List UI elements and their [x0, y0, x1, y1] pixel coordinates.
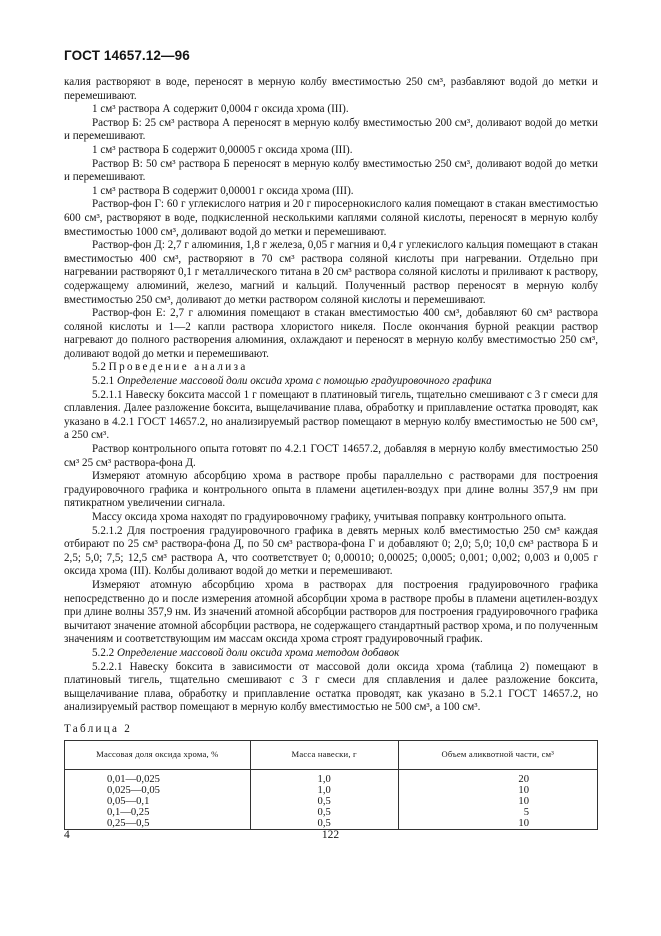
paragraph: Раствор-фон Е: 2,7 г алюминия помещают в стакан вместимостью 400 см³, добавляют 60 см³ раствора соляной кислоты и 1—2 капли раствора хлористого никеля. После окончания бурной реакции раствор нагревают до полного растворения алюминия, охлаждают и переносят в мерную колбу вместимостью 250 см³, доливают водой до метки и перемешивают. [64, 307, 598, 360]
paragraph: 5.2.1.2 Для построения градуировочного графика в девять мерных колб вместимостью 250 см³ каждая отбирают по 25 см³ раствора-фона Д, по 50 см³ раствора-фона Г и добавляют 0; 2,0; 5,0; 10,0 см³ раствора Б и 2,5; 5,0; 7,5; 12,5 см³ раствора А, что соответствует 0; 0,00010; 0,00025; 0,0005; 0,001; 0,002; 0,003 и 0,005 г оксида хрома (III). Колбы доливают водой до метки и перемешивают. [64, 524, 598, 578]
column-header: Массовая доля оксида хрома, % [65, 740, 251, 769]
paragraph: Раствор-фон Д: 2,7 г алюминия, 1,8 г железа, 0,05 г магния и 0,4 г углекислого кальция помещают в стакан вместимостью 400 см³, растворяют в 70 см³ раствора соляной кислоты при нагревании. Отдельно при нагревании растворяют 0,1 г металлического титана в 20 см³ раствора соляной кислоты и приливают к раствору, содержащему алюминий, железо, магний и кальций. Полученный раствор переносят в мерную колбу вместимостью 250 см³, доливают до метки раствором соляной кислоты и перемешивают. [64, 239, 598, 306]
paragraph: Раствор Б: 25 см³ раствора А переносят в мерную колбу вместимостью 200 см³, доливают водой до метки и перемешивают. [64, 116, 598, 143]
paragraph: Измеряют атомную абсорбцию хрома в растворах для построения градуировочного графика непосредственно до и после измерения атомной абсорбции хрома в растворе пробы в пламени ацетилен-воздух при длине волны 357,9 нм. Из значений атомной абсорбции растворов для построения градуировочного графика вычитают значение атомной абсорбции раствора, не содержащего стандартный раствор хрома, и по полученным значениям и соответствующим им массам оксида хрома строят градуировочный график. [64, 578, 599, 646]
data-table [64, 740, 598, 830]
section-number: 5.2 [92, 361, 106, 374]
paragraph: 1 см³ раствора А содержит 0,0004 г оксида хрома (III). [92, 103, 349, 116]
document-header: ГОСТ 14657.12—96 [64, 48, 190, 63]
paragraph: Раствор В: 50 см³ раствора Б переносят в мерную колбу вместимостью 250 см³, доливают водой до метки и перемешивают. [64, 157, 598, 184]
section-heading [64, 361, 598, 375]
paragraph: Массу оксида хрома находят по градуировочному графику, учитывая поправку контрольного опыта. [92, 511, 567, 523]
table-cell: 1,0 [250, 769, 398, 785]
table-cell: 0,05—0,1 [65, 796, 251, 807]
subsection-title: Определение массовой доли оксида хрома методом добавок [116, 646, 400, 659]
subsection-heading [64, 375, 598, 389]
table-cell: 5 [398, 807, 597, 818]
table-row [65, 785, 598, 796]
table-header-row [65, 740, 598, 769]
paragraph: калия растворяют в воде, переносят в мерную колбу вместимостью 250 см³, разбавляют водой до метки и перемешивают. [64, 76, 598, 102]
subsection-title: Определение массовой доли оксида хрома с помощью градуировочного графика [116, 375, 492, 388]
table-cell: 0,5 [250, 818, 398, 830]
table-cell: 10 [398, 818, 597, 830]
table-row [65, 807, 598, 818]
table-cell: 20 [398, 769, 597, 785]
table-cell: 10 [398, 796, 597, 807]
subsection-heading [64, 647, 598, 661]
table-cell: 10 [398, 785, 597, 796]
document-body [64, 76, 598, 830]
page-number-left: 4 [64, 829, 70, 841]
paragraph: 1 см³ раствора В содержит 0,00001 г оксида хрома (III). [92, 184, 354, 197]
table-cell: 0,1—0,25 [65, 807, 251, 818]
column-header: Объем аликвотной части, см³ [398, 740, 597, 769]
paragraph: 5.2.2.1 Навеску боксита в зависимости от массовой доли оксида хрома (таблица 2) помещают в платиновый тигель, тщательно смешивают с 3 г смеси для сплавления и далее разложение боксита, выщелачивание плава, обработку и приплавление остатка проводят, как указано в 5.2.1 ГОСТ 14657.2, но анализируемый раствор помещают в мерную колбу вместимостью не 500 см³, а 100 см³. [64, 660, 598, 714]
page-number-center: 122 [321, 829, 340, 841]
column-header: Масса навески, г [250, 740, 398, 769]
table-cell: 0,01—0,025 [65, 769, 251, 785]
table-cell: 0,5 [250, 796, 398, 807]
table-cell: 0,025—0,05 [65, 785, 251, 796]
subsection-number: 5.2.2 [92, 646, 115, 659]
table-row [65, 796, 598, 807]
paragraph: 5.2.1.1 Навеску боксита массой 1 г помещают в платиновый тигель, тщательно смешивают с 3 г смеси для сплавления. Далее разложение боксита, выщелачивание плава, обработку и приплавление остатка проводят, как указано в 4.2.1 ГОСТ 14657.2, но анализируемый раствор помещают в мерную колбу вместимостью не 500 см³, а 250 см³. [64, 388, 598, 442]
table-row [65, 769, 598, 785]
section-title: Проведение анализа [108, 361, 248, 374]
table-cell: 1,0 [250, 785, 398, 796]
paragraph: Раствор-фон Г: 60 г углекислого натрия и 20 г пиросернокислого калия помещают в стакан вместимостью 600 см³, растворяют в воде, подкисленной несколькими каплями соляной кислоты, переносят в мерную колбу вместимостью 1000 см³, доливают водой до метки и перемешивают. [64, 198, 598, 238]
table-cell: 0,25—0,5 [65, 818, 251, 830]
subsection-number: 5.2.1 [92, 375, 115, 388]
paragraph: 1 см³ раствора Б содержит 0,00005 г оксида хрома (III). [92, 143, 353, 156]
table-cell: 0,5 [250, 807, 398, 818]
table-caption: Таблица 2 [64, 722, 133, 735]
table-row [65, 818, 598, 830]
paragraph: Раствор контрольного опыта готовят по 4.2.1 ГОСТ 14657.2, добавляя в мерную колбу вместимостью 250 см³ 25 см³ раствора-фона Д. [64, 443, 598, 469]
paragraph: Измеряют атомную абсорбцию хрома в растворе пробы параллельно с растворами для построения градуировочного графика и контрольного опыта в пламени ацетилен-воздух при длине волны 357,9 нм при пятикратном увеличении сигнала. [64, 470, 598, 510]
